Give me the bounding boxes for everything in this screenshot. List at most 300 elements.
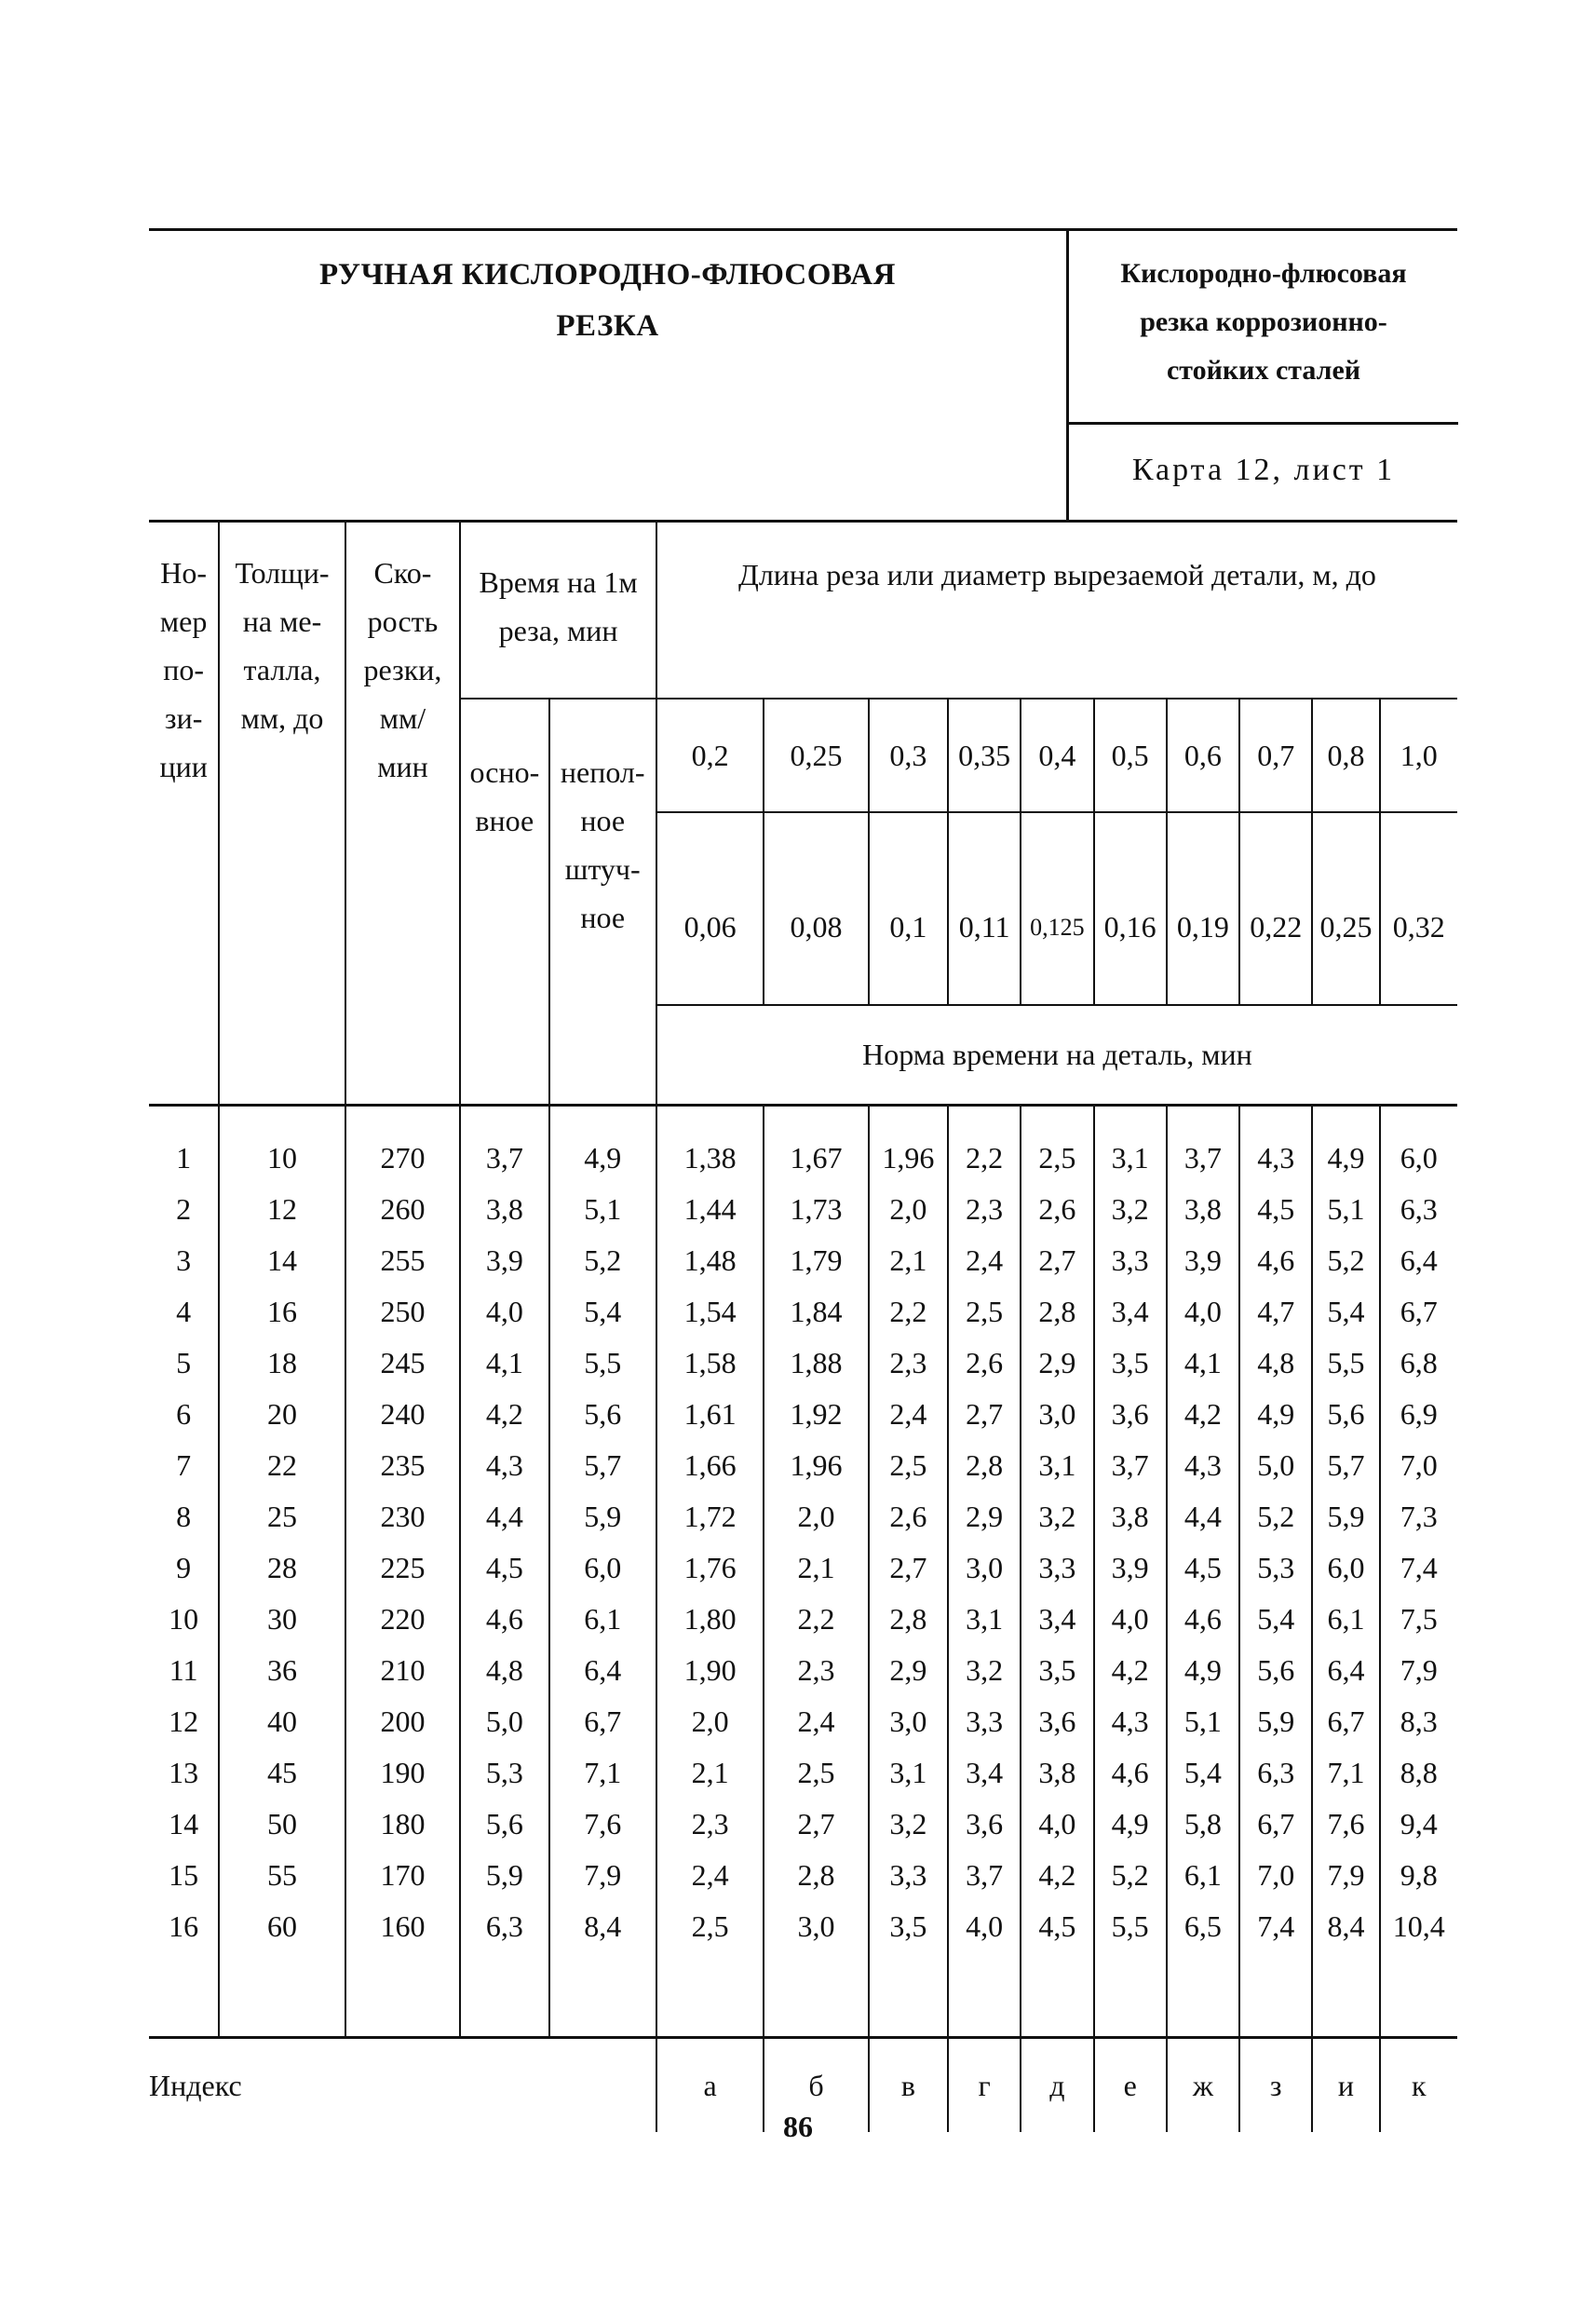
table-cell: 1,44	[656, 1184, 764, 1235]
table-cell: 2,4	[764, 1696, 868, 1747]
table-cell: 3,0	[948, 1542, 1021, 1594]
index-letter: в	[869, 2039, 948, 2132]
table-cell: 2,3	[764, 1645, 868, 1696]
table-cell: 2,5	[656, 1901, 764, 2038]
table-cell: 2,2	[869, 1286, 948, 1338]
table-cell: 7,6	[549, 1799, 656, 1850]
table-cell: 1,38	[656, 1106, 764, 1185]
table-cell: 2,6	[948, 1338, 1021, 1389]
table-cell: 1,67	[764, 1106, 868, 1185]
table-cell: 3,8	[1094, 1491, 1167, 1542]
table-cell: 5,3	[1239, 1542, 1312, 1594]
index-label: Индекс	[149, 2068, 242, 2102]
table-cell: 4,2	[1021, 1850, 1093, 1901]
table-cell: 5,2	[1312, 1235, 1379, 1286]
table-cell: 1,48	[656, 1235, 764, 1286]
header-text: ное	[580, 901, 626, 934]
table-row	[149, 1542, 1457, 1594]
norms-table	[149, 520, 1457, 2039]
table-cell: 5,2	[1094, 1850, 1167, 1901]
table-cell: 2,3	[948, 1184, 1021, 1235]
diameter-value: 0,11	[948, 812, 1021, 1005]
page-number: 86	[783, 2110, 813, 2143]
table-cell: 2,7	[948, 1389, 1021, 1440]
col-header-time-aux	[549, 699, 656, 1106]
table-cell: 28	[219, 1542, 345, 1594]
diameter-value: 0,19	[1167, 812, 1239, 1005]
table-cell: 2,5	[948, 1286, 1021, 1338]
table-cell: 1,96	[764, 1440, 868, 1491]
table-cell: 12	[219, 1184, 345, 1235]
table-cell: 5,9	[1239, 1696, 1312, 1747]
table-cell: 3,6	[1021, 1696, 1093, 1747]
header-text: ции	[159, 750, 208, 783]
table-cell: 6,7	[1239, 1799, 1312, 1850]
table-cell: 3,4	[948, 1747, 1021, 1799]
table-cell: 2,5	[869, 1440, 948, 1491]
table-cell: 5,7	[1312, 1440, 1379, 1491]
table-cell: 4,1	[1167, 1338, 1239, 1389]
length-value: 0,7	[1239, 699, 1312, 812]
table-cell: 8,4	[549, 1901, 656, 2038]
table-cell: 2,0	[869, 1184, 948, 1235]
table-cell: 2,8	[1021, 1286, 1093, 1338]
table-cell: 220	[345, 1594, 460, 1645]
table-cell: 1,72	[656, 1491, 764, 1542]
header-text: Ско-	[373, 556, 432, 590]
table-cell: 4,5	[1239, 1184, 1312, 1235]
table-cell: 4,3	[460, 1440, 548, 1491]
table-cell: 14	[219, 1235, 345, 1286]
table-cell: 260	[345, 1184, 460, 1235]
table-row	[149, 1747, 1457, 1799]
table-cell: 1,88	[764, 1338, 868, 1389]
table-cell: 6,8	[1380, 1338, 1457, 1389]
table-cell: 2,0	[656, 1696, 764, 1747]
subject-block	[1069, 231, 1458, 425]
table-row	[149, 1850, 1457, 1901]
table-cell: 10	[149, 1594, 219, 1645]
header-text: мин	[377, 750, 428, 783]
table-cell: 7,9	[1380, 1645, 1457, 1696]
table-cell: 6,3	[1380, 1184, 1457, 1235]
table-cell: 9,8	[1380, 1850, 1457, 1901]
length-value: 0,5	[1094, 699, 1167, 812]
table-cell: 2,4	[656, 1850, 764, 1901]
table-cell: 5,1	[1167, 1696, 1239, 1747]
table-cell: 6,4	[1380, 1235, 1457, 1286]
table-cell: 16	[219, 1286, 345, 1338]
length-value: 0,8	[1312, 699, 1379, 812]
table-cell: 3,3	[1094, 1235, 1167, 1286]
table-cell: 180	[345, 1799, 460, 1850]
table-cell: 3,9	[460, 1235, 548, 1286]
table-cell: 2,4	[948, 1235, 1021, 1286]
table-cell: 40	[219, 1696, 345, 1747]
table-cell: 4,1	[460, 1338, 548, 1389]
table-cell: 6,1	[1312, 1594, 1379, 1645]
table-cell: 2,4	[869, 1389, 948, 1440]
header-text: зи-	[164, 701, 203, 735]
table-cell: 2,3	[656, 1799, 764, 1850]
table-cell: 2,5	[764, 1747, 868, 1799]
table-cell: 3,0	[869, 1696, 948, 1747]
table-cell: 7,4	[1239, 1901, 1312, 2038]
table-row	[149, 1901, 1457, 2038]
table-cell: 4,0	[1021, 1799, 1093, 1850]
table-cell: 2,1	[764, 1542, 868, 1594]
table-cell: 3,2	[948, 1645, 1021, 1696]
header-text: на ме-	[242, 604, 322, 638]
table-cell: 8,8	[1380, 1747, 1457, 1799]
table-cell: 4,0	[1167, 1286, 1239, 1338]
table-cell: 5,4	[1239, 1594, 1312, 1645]
table-cell: 4,7	[1239, 1286, 1312, 1338]
table-cell: 14	[149, 1799, 219, 1850]
table-cell: 4,4	[1167, 1491, 1239, 1542]
table-cell: 3,9	[1094, 1542, 1167, 1594]
header-text: вное	[475, 804, 534, 837]
norm-label: Норма времени на деталь, мин	[656, 1005, 1457, 1106]
table-cell: 7,0	[1380, 1440, 1457, 1491]
table-cell: 3,8	[460, 1184, 548, 1235]
length-value: 0,3	[869, 699, 948, 812]
table-cell: 4,8	[1239, 1338, 1312, 1389]
table-cell: 3,1	[1094, 1106, 1167, 1185]
table-cell: 3,1	[869, 1747, 948, 1799]
header-text: рость	[367, 604, 439, 638]
table-cell: 30	[219, 1594, 345, 1645]
table-cell: 6,3	[460, 1901, 548, 2038]
diameter-value: 0,25	[1312, 812, 1379, 1005]
header-text: Время на 1м	[479, 565, 638, 599]
table-cell: 4,2	[460, 1389, 548, 1440]
table-cell: 4,9	[549, 1106, 656, 1185]
table-cell: 6,9	[1380, 1389, 1457, 1440]
subject-line: резка коррозионно-	[1140, 306, 1387, 337]
table-cell: 3,7	[1167, 1106, 1239, 1185]
table-cell: 16	[149, 1901, 219, 2038]
table-cell: 5,5	[1312, 1338, 1379, 1389]
header-text: мер	[159, 604, 208, 638]
table-cell: 22	[219, 1440, 345, 1491]
table-cell: 15	[149, 1850, 219, 1901]
table-cell: 6,0	[1380, 1106, 1457, 1185]
table-cell: 4,6	[1239, 1235, 1312, 1286]
table-cell: 5,9	[460, 1850, 548, 1901]
card-header	[149, 228, 1457, 520]
table-cell: 1,92	[764, 1389, 868, 1440]
table-cell: 3,2	[869, 1799, 948, 1850]
length-value: 0,25	[764, 699, 868, 812]
table-cell: 7,4	[1380, 1542, 1457, 1594]
table-cell: 5,3	[460, 1747, 548, 1799]
table-cell: 4,5	[460, 1542, 548, 1594]
table-cell: 5,6	[1312, 1389, 1379, 1440]
table-cell: 4,0	[948, 1901, 1021, 2038]
table-cell: 2,6	[869, 1491, 948, 1542]
table-cell: 3,3	[869, 1850, 948, 1901]
table-cell: 7,1	[1312, 1747, 1379, 1799]
table-cell: 6,1	[549, 1594, 656, 1645]
table-row	[149, 1645, 1457, 1696]
index-letter: б	[764, 2039, 868, 2132]
table-cell: 3,2	[1094, 1184, 1167, 1235]
table-cell: 5,1	[1312, 1184, 1379, 1235]
table-cell: 5,6	[1239, 1645, 1312, 1696]
card-number: Карта 12, лист 1	[1131, 453, 1396, 487]
table-cell: 6,0	[549, 1542, 656, 1594]
table-cell: 4,0	[1094, 1594, 1167, 1645]
table-cell: 5,8	[1167, 1799, 1239, 1850]
table-cell: 2,8	[869, 1594, 948, 1645]
table-cell: 45	[219, 1747, 345, 1799]
table-cell: 3,9	[1167, 1235, 1239, 1286]
table-cell: 3,6	[948, 1799, 1021, 1850]
table-cell: 235	[345, 1440, 460, 1491]
table-row	[149, 1440, 1457, 1491]
table-cell: 4,6	[1167, 1594, 1239, 1645]
table-cell: 3,1	[1021, 1440, 1093, 1491]
table-cell: 1,54	[656, 1286, 764, 1338]
table-cell: 3,6	[1094, 1389, 1167, 1440]
table-cell: 3,3	[1021, 1542, 1093, 1594]
table-cell: 5,9	[549, 1491, 656, 1542]
index-letter: е	[1094, 2039, 1167, 2132]
table-cell: 5,2	[1239, 1491, 1312, 1542]
table-cell: 3,5	[1094, 1338, 1167, 1389]
table-cell: 4,6	[1094, 1747, 1167, 1799]
table-cell: 3,0	[1021, 1389, 1093, 1440]
table-cell: 1,80	[656, 1594, 764, 1645]
header-text: реза, мин	[498, 614, 618, 647]
table-row	[149, 1491, 1457, 1542]
col-header-time-main	[460, 699, 548, 1106]
table-cell: 3,4	[1094, 1286, 1167, 1338]
table-cell: 3	[149, 1235, 219, 1286]
table-cell: 7	[149, 1440, 219, 1491]
length-value: 0,2	[656, 699, 764, 812]
length-value: 0,4	[1021, 699, 1093, 812]
table-cell: 1,96	[869, 1106, 948, 1185]
table-cell: 11	[149, 1645, 219, 1696]
table-cell: 4,3	[1239, 1106, 1312, 1185]
table-cell: 1,76	[656, 1542, 764, 1594]
table-cell: 5,5	[549, 1338, 656, 1389]
table-cell: 3,4	[1021, 1594, 1093, 1645]
table-cell: 12	[149, 1696, 219, 1747]
table-cell: 2,3	[869, 1338, 948, 1389]
table-cell: 2,1	[656, 1747, 764, 1799]
table-cell: 6,7	[1312, 1696, 1379, 1747]
table-cell: 4,2	[1167, 1389, 1239, 1440]
table-cell: 1,66	[656, 1440, 764, 1491]
table-cell: 210	[345, 1645, 460, 1696]
table-cell: 3,3	[948, 1696, 1021, 1747]
table-body	[149, 1106, 1457, 2038]
table-cell: 2,1	[869, 1235, 948, 1286]
index-letter: з	[1239, 2039, 1312, 2132]
table-cell: 5,9	[1312, 1491, 1379, 1542]
document-page	[149, 228, 1457, 2132]
table-cell: 4,4	[460, 1491, 548, 1542]
table-cell: 6,7	[549, 1696, 656, 1747]
table-row	[149, 1696, 1457, 1747]
table-cell: 270	[345, 1106, 460, 1185]
table-cell: 4	[149, 1286, 219, 1338]
subject-line: стойких сталей	[1166, 355, 1361, 386]
table-cell: 5,5	[1094, 1901, 1167, 2038]
header-text: мм/	[379, 701, 426, 735]
table-cell: 9,4	[1380, 1799, 1457, 1850]
table-cell: 4,5	[1021, 1901, 1093, 2038]
table-cell: 5,0	[460, 1696, 548, 1747]
table-cell: 4,2	[1094, 1645, 1167, 1696]
table-cell: 25	[219, 1491, 345, 1542]
table-cell: 4,9	[1239, 1389, 1312, 1440]
table-row	[149, 1286, 1457, 1338]
table-row	[149, 1594, 1457, 1645]
table-cell: 4,3	[1094, 1696, 1167, 1747]
table-cell: 3,5	[1021, 1645, 1093, 1696]
table-cell: 4,9	[1312, 1106, 1379, 1185]
table-cell: 4,3	[1167, 1440, 1239, 1491]
table-cell: 1,79	[764, 1235, 868, 1286]
table-cell: 4,5	[1167, 1542, 1239, 1594]
table-cell: 240	[345, 1389, 460, 1440]
header-text: по-	[163, 653, 205, 686]
table-cell: 2,2	[764, 1594, 868, 1645]
table-cell: 18	[219, 1338, 345, 1389]
table-cell: 6,7	[1380, 1286, 1457, 1338]
table-cell: 2,0	[764, 1491, 868, 1542]
header-text: непол-	[560, 755, 645, 789]
header-text: Толщи-	[235, 556, 330, 590]
table-cell: 3,7	[460, 1106, 548, 1185]
diameter-value: 0,22	[1239, 812, 1312, 1005]
document-title	[149, 231, 1066, 538]
table-cell: 7,3	[1380, 1491, 1457, 1542]
table-cell: 10	[219, 1106, 345, 1185]
table-cell: 2,9	[948, 1491, 1021, 1542]
table-cell: 7,5	[1380, 1594, 1457, 1645]
header-text: резки,	[363, 653, 442, 686]
table-cell: 2,7	[869, 1542, 948, 1594]
col-header-thickness	[219, 522, 345, 1106]
table-cell: 3,7	[1094, 1440, 1167, 1491]
table-cell: 6,1	[1167, 1850, 1239, 1901]
table-cell: 230	[345, 1491, 460, 1542]
diameter-value: 0,16	[1094, 812, 1167, 1005]
table-cell: 4,9	[1167, 1645, 1239, 1696]
table-row	[149, 1235, 1457, 1286]
table-cell: 5,2	[549, 1235, 656, 1286]
table-cell: 3,8	[1021, 1747, 1093, 1799]
table-cell: 9	[149, 1542, 219, 1594]
table-cell: 3,5	[869, 1901, 948, 2038]
table-cell: 3,8	[1167, 1184, 1239, 1235]
table-cell: 10,4	[1380, 1901, 1457, 2038]
table-cell: 255	[345, 1235, 460, 1286]
table-cell: 6,0	[1312, 1542, 1379, 1594]
table-cell: 160	[345, 1901, 460, 2038]
table-cell: 3,0	[764, 1901, 868, 2038]
table-cell: 2,9	[869, 1645, 948, 1696]
table-cell: 2,6	[1021, 1184, 1093, 1235]
table-cell: 4,8	[460, 1645, 548, 1696]
table-cell: 6,5	[1167, 1901, 1239, 2038]
col-header-speed	[345, 522, 460, 1106]
table-cell: 1	[149, 1106, 219, 1185]
table-cell: 2,8	[948, 1440, 1021, 1491]
diameter-value: 0,08	[764, 812, 868, 1005]
table-cell: 6,4	[549, 1645, 656, 1696]
table-cell: 8	[149, 1491, 219, 1542]
index-letter: а	[656, 2039, 764, 2132]
table-cell: 3,1	[948, 1594, 1021, 1645]
index-letter: и	[1312, 2039, 1379, 2132]
table-cell: 7,6	[1312, 1799, 1379, 1850]
index-letter: ж	[1167, 2039, 1239, 2132]
table-cell: 170	[345, 1850, 460, 1901]
table-cell: 6,3	[1239, 1747, 1312, 1799]
table-cell: 245	[345, 1338, 460, 1389]
table-cell: 3,7	[948, 1850, 1021, 1901]
table-cell: 2,9	[1021, 1338, 1093, 1389]
table-cell: 5,1	[549, 1184, 656, 1235]
diameter-value: 0,1	[869, 812, 948, 1005]
col-header-position	[149, 522, 219, 1106]
index-letter: д	[1021, 2039, 1093, 2132]
table-cell: 2,2	[948, 1106, 1021, 1185]
table-cell: 1,73	[764, 1184, 868, 1235]
table-cell: 5,7	[549, 1440, 656, 1491]
length-value: 0,6	[1167, 699, 1239, 812]
table-cell: 1,58	[656, 1338, 764, 1389]
header-text: осно-	[469, 755, 540, 789]
table-cell: 1,61	[656, 1389, 764, 1440]
table-cell: 3,2	[1021, 1491, 1093, 1542]
col-header-time	[460, 522, 656, 699]
header-text: ное	[580, 804, 626, 837]
table-cell: 8,3	[1380, 1696, 1457, 1747]
length-value: 1,0	[1380, 699, 1457, 812]
subject-line: Кислородно-флюсовая	[1120, 258, 1407, 289]
table-cell: 2,5	[1021, 1106, 1093, 1185]
table-row	[149, 1106, 1457, 1185]
table-cell: 7,1	[549, 1747, 656, 1799]
header-right-panel	[1066, 231, 1458, 520]
table-cell: 5,6	[460, 1799, 548, 1850]
index-letter: к	[1380, 2039, 1457, 2132]
table-cell: 60	[219, 1901, 345, 2038]
header-text: талла,	[243, 653, 321, 686]
table-cell: 190	[345, 1747, 460, 1799]
header-text: Но-	[160, 556, 208, 590]
table-cell: 4,0	[460, 1286, 548, 1338]
table-cell: 2,8	[764, 1850, 868, 1901]
title-line: РУЧНАЯ КИСЛОРОДНО-ФЛЮСОВАЯ	[319, 258, 896, 292]
table-cell: 5,0	[1239, 1440, 1312, 1491]
table-row	[149, 1389, 1457, 1440]
index-letter: г	[948, 2039, 1021, 2132]
col-header-length-group: Длина реза или диаметр вырезаемой детали, м, до	[656, 522, 1457, 699]
header-text: мм, до	[240, 701, 324, 735]
table-cell: 200	[345, 1696, 460, 1747]
table-cell: 8,4	[1312, 1901, 1379, 2038]
diameter-value: 0,125	[1021, 812, 1093, 1005]
table-cell: 5	[149, 1338, 219, 1389]
